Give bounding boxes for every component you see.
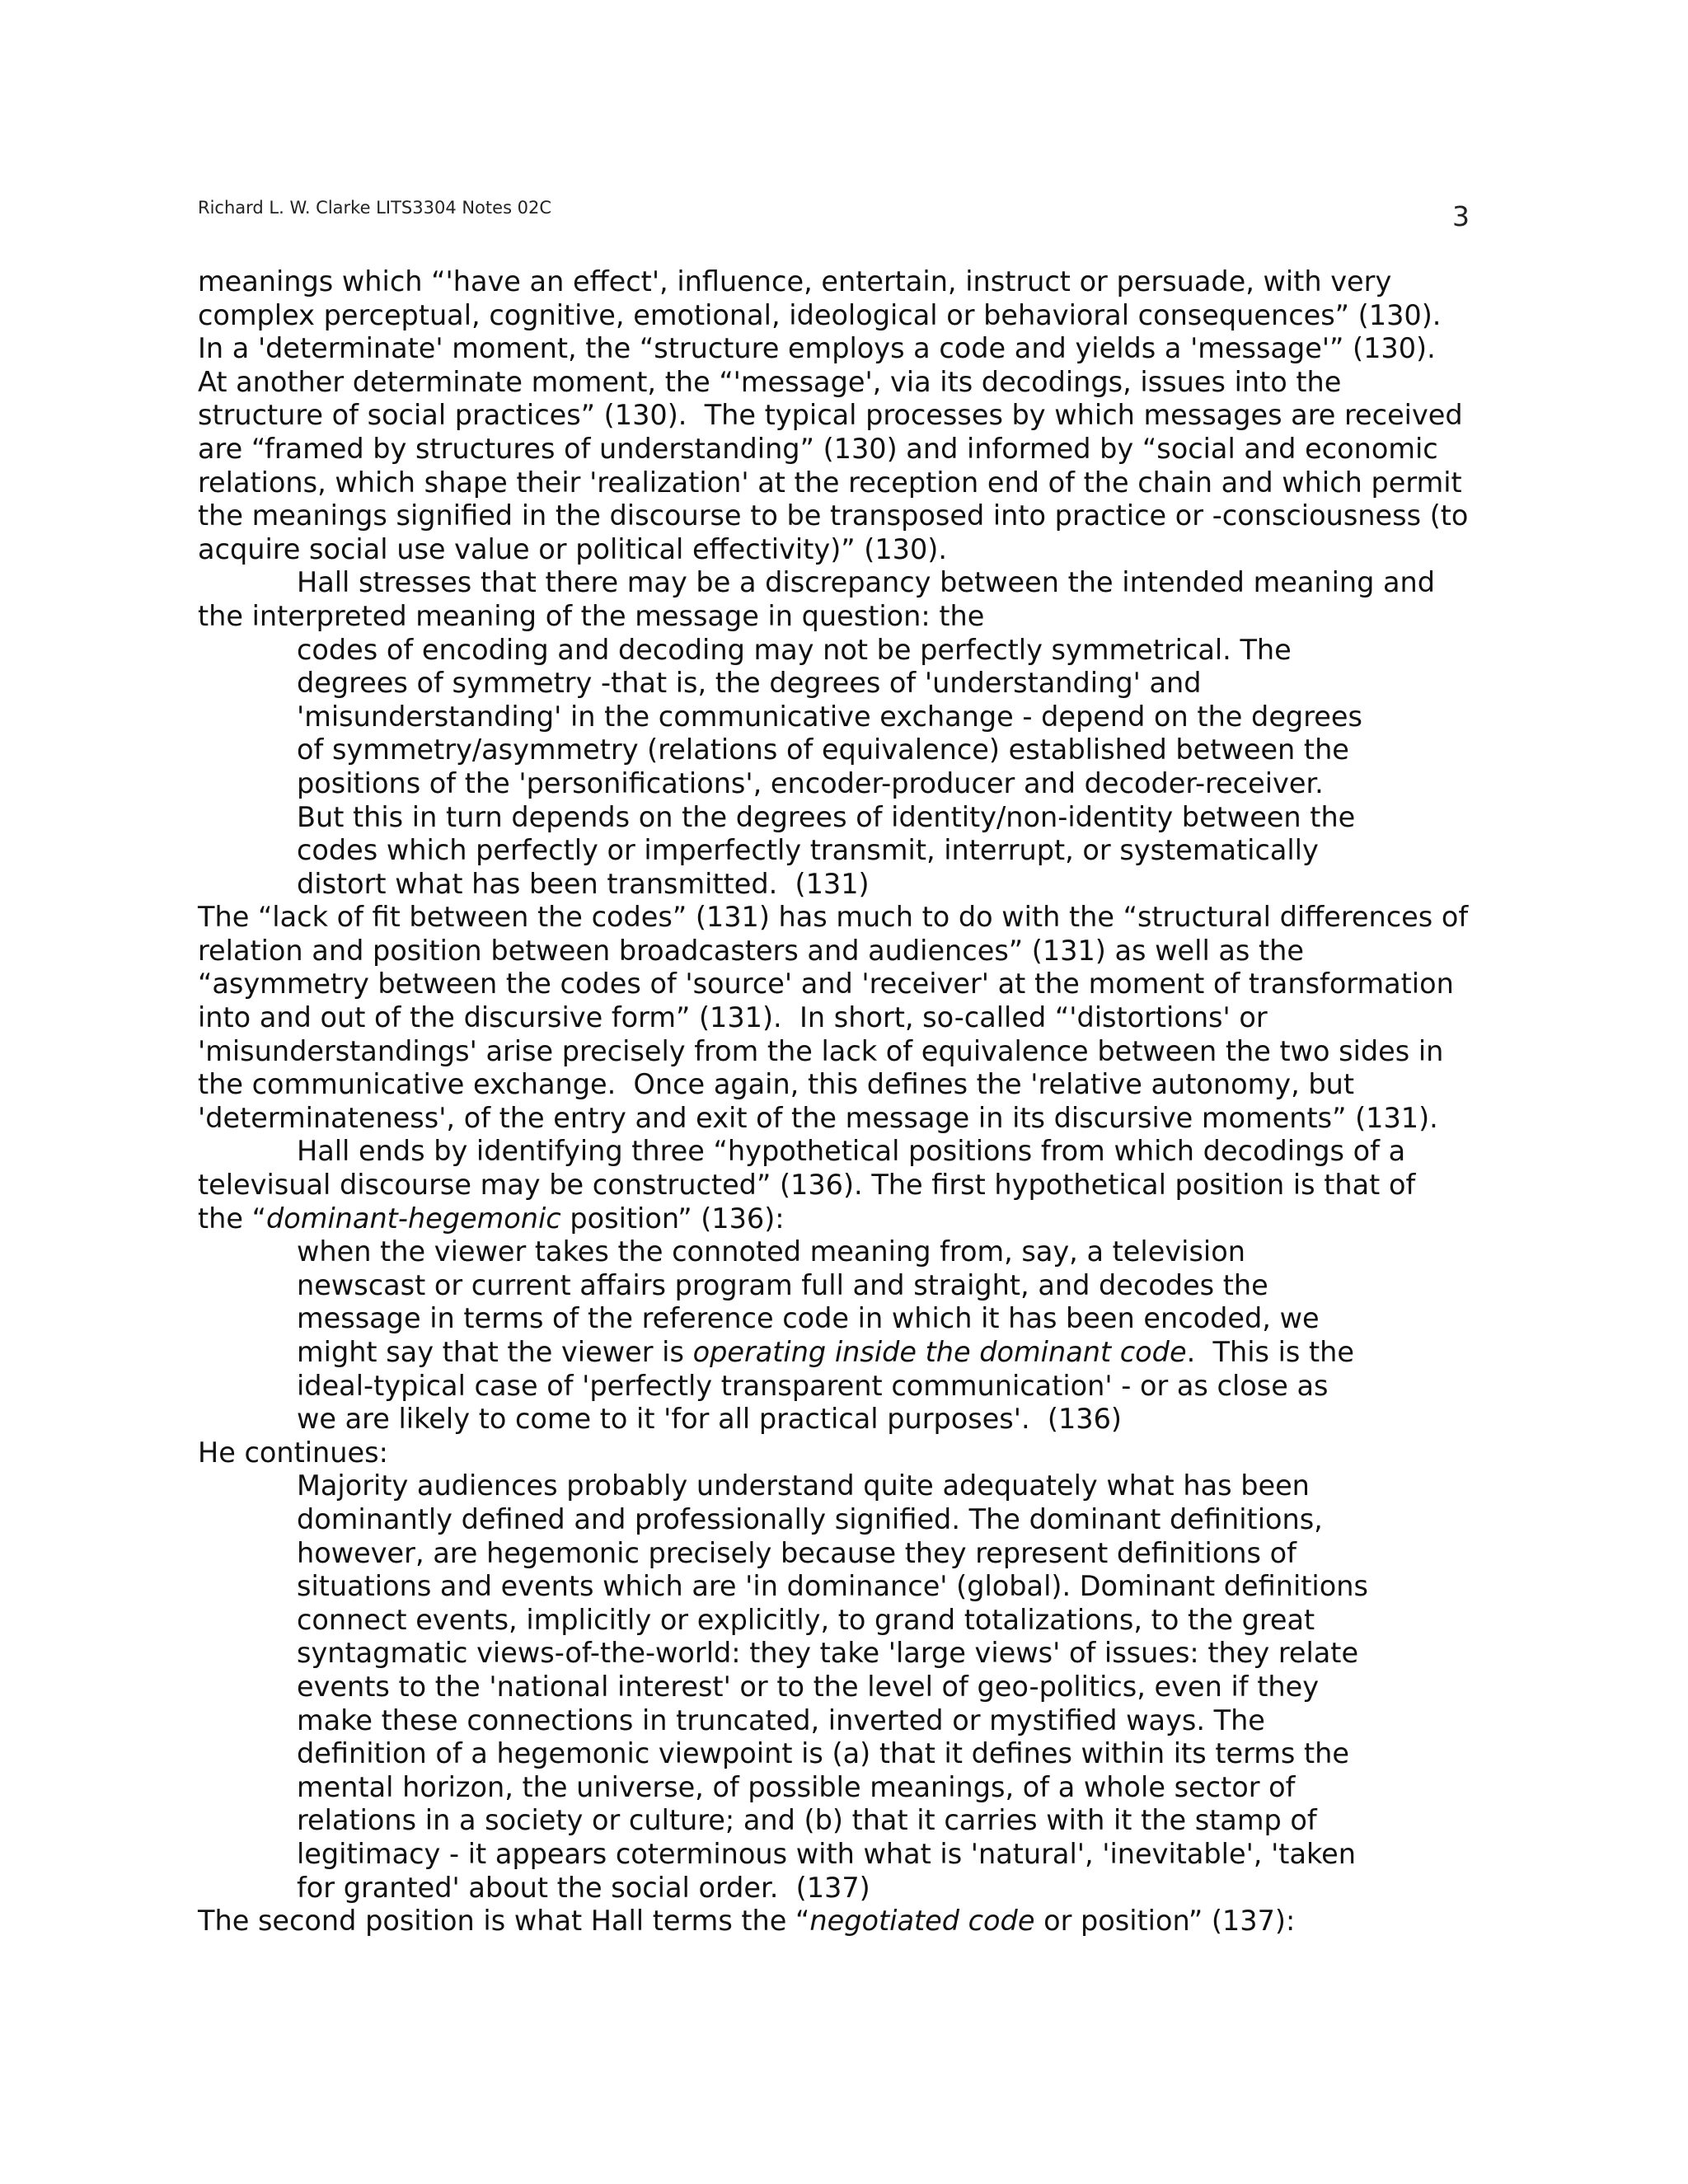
text-segment: degrees of symmetry -that is, the degrees of 'understanding' and xyxy=(297,667,1202,700)
text-segment: televisual discourse may be constructed” (136). The first hypothetical position is that of xyxy=(198,1169,1416,1202)
page-number: 3 xyxy=(1452,200,1470,232)
text-segment: however, are hegemonic precisely because they represent definitions of xyxy=(297,1536,1296,1569)
text-segment: events to the 'national interest' or to the level of geo-politics, even if they xyxy=(297,1670,1320,1703)
text-segment: relation and position between broadcasters and audiences” (131) as well as the xyxy=(198,934,1305,967)
text-segment: situations and events which are 'in dominance' (global). Dominant definitions xyxy=(297,1570,1368,1603)
text-segment: relations in a society or culture; and (b) that it carries with it the stamp of xyxy=(297,1804,1317,1837)
text-segment: “asymmetry between the codes of 'source' and 'receiver' at the moment of transformation xyxy=(198,968,1454,1001)
text-segment: we are likely to come to it 'for all practical purposes'. (136) xyxy=(297,1403,1122,1436)
block-quote-line xyxy=(198,733,1525,767)
block-quote-line xyxy=(198,1269,1525,1303)
block-quote-line xyxy=(198,1469,1525,1503)
text-segment: dominantly defined and professionally signified. The dominant definitions, xyxy=(297,1502,1323,1535)
block-quote-line xyxy=(198,868,1525,902)
text-line xyxy=(198,935,1525,968)
text-line xyxy=(198,433,1525,466)
text-segment: Hall ends by identifying three “hypothetical positions from which decodings of a xyxy=(297,1135,1406,1168)
block-quote-line xyxy=(198,1570,1525,1604)
text-segment: But this in turn depends on the degrees of identity/non-identity between the xyxy=(297,800,1356,833)
text-line xyxy=(198,1068,1525,1102)
text-segment: for granted' about the social order. (137) xyxy=(297,1871,870,1904)
text-segment: acquire social use value or political effectivity)” (130). xyxy=(198,532,947,565)
text-line xyxy=(198,366,1525,400)
text-line xyxy=(198,600,1525,634)
text-line xyxy=(198,1035,1525,1069)
block-quote-line xyxy=(198,1336,1525,1370)
text-segment: when the viewer takes the connoted meaning from, say, a television xyxy=(297,1235,1245,1268)
text-segment: mental horizon, the universe, of possible meanings, of a whole sector of xyxy=(297,1770,1296,1803)
text-segment: might say that the viewer is xyxy=(297,1336,693,1368)
text-line xyxy=(198,1135,1525,1169)
text-line xyxy=(198,901,1525,935)
block-quote-line xyxy=(198,701,1525,734)
text-line xyxy=(198,466,1525,500)
text-segment: syntagmatic views-of-the-world: they take 'large views' of issues: they relate xyxy=(297,1637,1359,1670)
text-segment: or position” (137): xyxy=(1034,1905,1296,1938)
text-line xyxy=(198,1001,1525,1035)
text-segment: In a 'determinate' moment, the “structure employs a code and yields a 'message'” (130). xyxy=(198,332,1436,365)
block-quote-line xyxy=(198,1637,1525,1671)
document-body xyxy=(198,265,1525,1938)
text-segment: Hall stresses that there may be a discrepancy between the intended meaning and xyxy=(297,566,1436,599)
italic-text: negotiated code xyxy=(809,1905,1035,1938)
block-quote-line xyxy=(198,1704,1525,1738)
block-quote-line xyxy=(198,1403,1525,1436)
block-quote-line xyxy=(198,634,1525,668)
text-segment: The “lack of fit between the codes” (131) has much to do with the “structural differences of xyxy=(198,901,1469,934)
text-segment: The second position is what Hall terms the “ xyxy=(198,1905,810,1938)
text-line xyxy=(198,1102,1525,1136)
text-line xyxy=(198,299,1525,333)
text-segment: 'misunderstanding' in the communicative exchange - depend on the degrees xyxy=(297,700,1362,733)
text-segment: ideal-typical case of 'perfectly transparent communication' - or as close as xyxy=(297,1369,1329,1402)
text-line xyxy=(198,332,1525,366)
text-segment: Majority audiences probably understand quite adequately what has been xyxy=(297,1469,1310,1502)
text-segment: 'determinateness', of the entry and exit of the message in its discursive moments” (131). xyxy=(198,1101,1438,1134)
text-segment: meanings which “'have an effect', influence, entertain, instruct or persuade, with very xyxy=(198,265,1392,298)
text-segment: message in terms of the reference code in which it has been encoded, we xyxy=(297,1302,1320,1335)
text-segment: definition of a hegemonic viewpoint is (a) that it defines within its terms the xyxy=(297,1737,1349,1770)
text-segment: structure of social practices” (130). The typical processes by which messages are received xyxy=(198,399,1463,432)
block-quote-line xyxy=(198,1302,1525,1336)
text-segment: the communicative exchange. Once again, this defines the 'relative autonomy, but xyxy=(198,1068,1355,1101)
block-quote-line xyxy=(198,1671,1525,1704)
block-quote-line xyxy=(198,1872,1525,1905)
block-quote-line xyxy=(198,801,1525,835)
text-line xyxy=(198,1169,1525,1202)
text-segment: the meanings signified in the discourse to be transposed into practice or -consciousness (to xyxy=(198,499,1469,532)
block-quote-line xyxy=(198,1370,1525,1404)
text-segment: codes which perfectly or imperfectly transmit, interrupt, or systematically xyxy=(297,834,1319,867)
block-quote-line xyxy=(198,1235,1525,1269)
block-quote-line xyxy=(198,1503,1525,1537)
block-quote-line xyxy=(198,1804,1525,1838)
block-quote-line xyxy=(198,1537,1525,1571)
text-segment: distort what has been transmitted. (131) xyxy=(297,867,870,900)
text-segment: newscast or current affairs program full and straight, and decodes the xyxy=(297,1268,1268,1301)
text-line xyxy=(198,1905,1525,1938)
running-header: Richard L. W. Clarke LITS3304 Notes 02C xyxy=(198,198,552,218)
text-line xyxy=(198,1436,1525,1470)
block-quote-line xyxy=(198,1604,1525,1638)
text-segment: into and out of the discursive form” (131). In short, so-called “'distortions' or xyxy=(198,1001,1268,1034)
text-segment: the interpreted meaning of the message in question: the xyxy=(198,599,985,632)
italic-text: operating inside the dominant code xyxy=(692,1336,1187,1368)
text-segment: legitimacy - it appears coterminous with what is 'natural', 'inevitable', 'taken xyxy=(297,1837,1357,1870)
text-line xyxy=(198,399,1525,433)
block-quote-line xyxy=(198,1737,1525,1771)
block-quote-line xyxy=(198,667,1525,701)
text-segment: connect events, implicitly or explicitly, to grand totalizations, to the great xyxy=(297,1603,1315,1636)
text-segment: the “ xyxy=(198,1202,266,1235)
italic-text: dominant-hegemonic xyxy=(265,1202,561,1235)
text-line xyxy=(198,968,1525,1001)
text-line xyxy=(198,1202,1525,1236)
text-line xyxy=(198,265,1525,299)
text-line xyxy=(198,533,1525,567)
text-segment: position” (136): xyxy=(560,1202,785,1235)
text-segment: He continues: xyxy=(198,1436,388,1469)
text-line xyxy=(198,566,1525,600)
block-quote-line xyxy=(198,1771,1525,1805)
text-segment: positions of the 'personifications', encoder-producer and decoder-receiver. xyxy=(297,766,1324,799)
text-segment: relations, which shape their 'realization' at the reception end of the chain and which permit xyxy=(198,466,1462,499)
block-quote-line xyxy=(198,767,1525,801)
text-segment: make these connections in truncated, inverted or mystified ways. The xyxy=(297,1704,1265,1736)
text-segment: 'misunderstandings' arise precisely from the lack of equivalence between the two sides in xyxy=(198,1034,1444,1067)
block-quote-line xyxy=(198,1838,1525,1872)
text-segment: At another determinate moment, the “'message', via its decodings, issues into the xyxy=(198,365,1342,398)
text-segment: codes of encoding and decoding may not be perfectly symmetrical. The xyxy=(297,633,1292,666)
text-segment: of symmetry/asymmetry (relations of equivalence) established between the xyxy=(297,733,1349,766)
block-quote-line xyxy=(198,834,1525,868)
text-segment: . This is the xyxy=(1186,1336,1354,1368)
text-segment: are “framed by structures of understanding” (130) and informed by “social and economic xyxy=(198,432,1438,465)
text-line xyxy=(198,499,1525,533)
text-segment: complex perceptual, cognitive, emotional, ideological or behavioral consequences” (130). xyxy=(198,298,1442,331)
